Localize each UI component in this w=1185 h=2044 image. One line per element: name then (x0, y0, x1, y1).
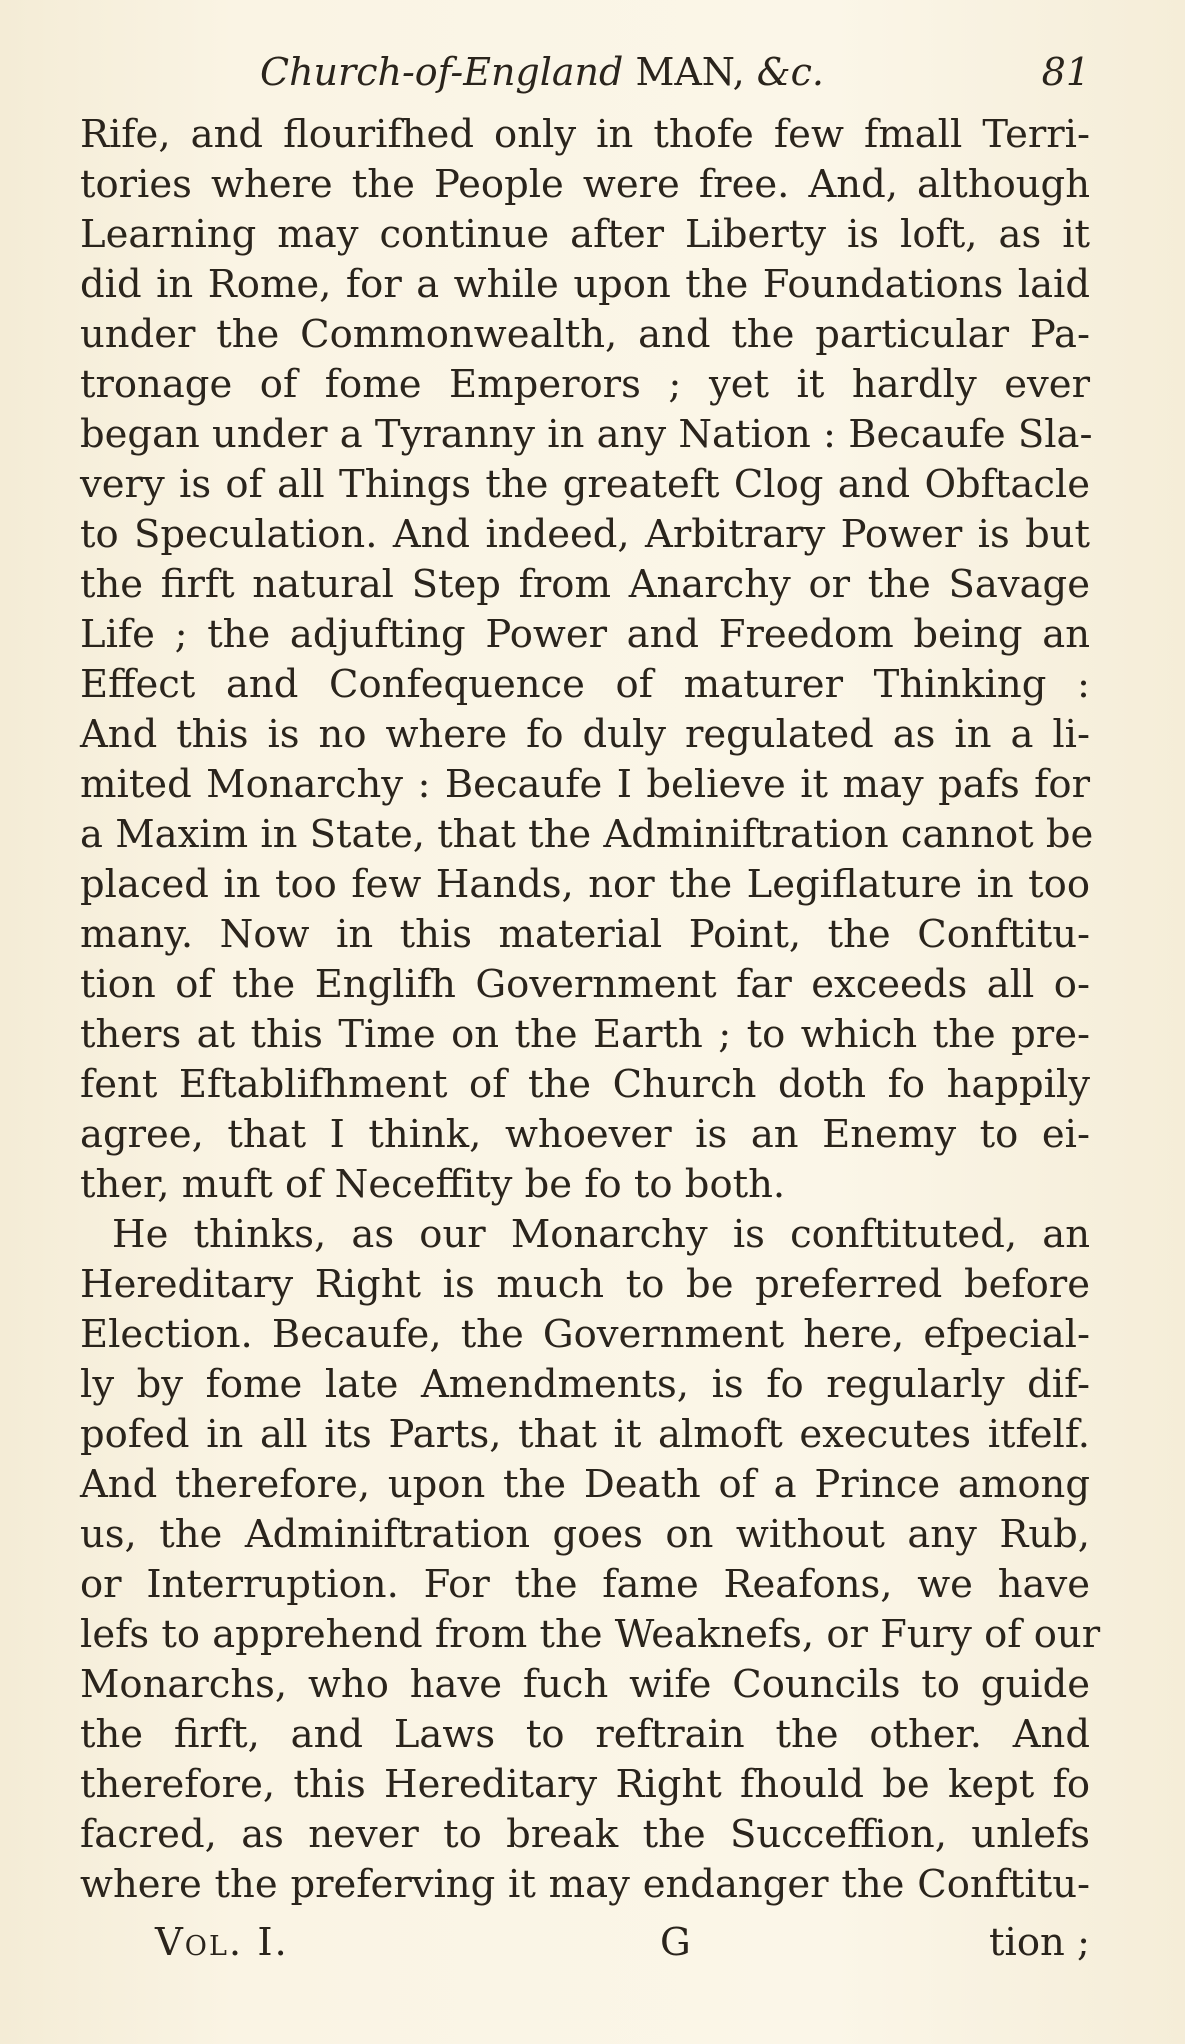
running-head-italic: Church-of-England (260, 50, 624, 94)
page-number: 81 (1041, 50, 1090, 94)
text-line: tronage of fome Emperors ; yet it hardly ever (80, 362, 1090, 407)
text-line: Learning may continue after Liberty is loft, as it (80, 212, 1090, 257)
running-head-roman: MAN, (635, 50, 745, 94)
text-line: to Speculation. And indeed, Arbitrary Power is but (80, 512, 1090, 557)
paragraph-start-line: He thinks, as our Monarchy is conftituted, an (112, 1212, 1090, 1257)
text-line: fent Eftablifhment of the Church doth fo happily (80, 1062, 1090, 1107)
text-line: under the Commonwealth, and the particular Pa- (80, 312, 1090, 357)
running-head (260, 50, 824, 94)
page-header (80, 50, 1090, 100)
text-line: a Maxim in State, that the Adminiftration cannot be (80, 812, 1094, 857)
text-line: thers at this Time on the Earth ; to which the pre- (80, 1012, 1090, 1057)
text-line: Effect and Confequence of maturer Thinking : (80, 662, 1090, 707)
text-line: And therefore, upon the Death of a Prince among (80, 1462, 1090, 1507)
text-line: many. Now in this material Point, the Conftitu- (80, 912, 1090, 957)
catchword: tion ; (989, 1920, 1090, 1965)
paragraph-end-line: ther, muft of Neceffity be fo to both. (80, 1162, 786, 1207)
text-line: And this is no where fo duly regulated as in a li- (80, 712, 1090, 757)
text-line: us, the Adminiftration goes on without any Rub, (80, 1512, 1090, 1557)
body-text (80, 110, 1101, 1910)
text-line: Life ; the adjufting Power and Freedom being an (80, 612, 1090, 657)
text-line: therefore, this Hereditary Right fhould be kept fo (80, 1762, 1090, 1807)
text-line: very is of all Things the greateft Clog and Obftacle (80, 462, 1090, 507)
running-head-etc: &c. (756, 50, 824, 94)
text-line: agree, that I think, whoever is an Enemy to ei- (80, 1112, 1090, 1157)
text-line: tories where the People were free. And, although (80, 162, 1090, 207)
page-footer (80, 1918, 1090, 1968)
text-line: or Interruption. For the fame Reafons, we have (80, 1562, 1090, 1607)
text-line: mited Monarchy : Becaufe I believe it may pafs for (80, 762, 1090, 807)
signature-mark: G (660, 1920, 691, 1965)
volume-marker: Vol. I. (155, 1920, 289, 1965)
text-line: Election. Becaufe, the Government here, efpecial- (80, 1312, 1090, 1357)
text-line: pofed in all its Parts, that it almoft executes itfelf. (80, 1412, 1090, 1457)
text-line: ly by fome late Amendments, is fo regularly dif- (80, 1362, 1090, 1407)
text-line: placed in too few Hands, nor the Legiflature in too (80, 862, 1090, 907)
text-line: did in Rome, for a while upon the Foundations laid (80, 262, 1090, 307)
text-line: tion of the Englifh Government far exceeds all o- (80, 962, 1090, 1007)
text-line: Monarchs, who have fuch wife Councils to guide (80, 1662, 1090, 1707)
text-line: facred, as never to break the Succeffion, unlefs (80, 1812, 1090, 1857)
text-line: the firft natural Step from Anarchy or the Savage (80, 562, 1090, 607)
text-line: lefs to apprehend from the Weaknefs, or Fury of our (80, 1612, 1101, 1657)
text-line: Hereditary Right is much to be preferred before (80, 1262, 1090, 1307)
text-line: began under a Tyranny in any Nation : Becaufe Sla- (80, 412, 1093, 457)
text-line: where the preferving it may endanger the Conftitu- (80, 1862, 1090, 1907)
text-line: the firft, and Laws to reftrain the other. And (80, 1712, 1090, 1757)
text-line: Rife, and flourifhed only in thofe few fmall Terri- (80, 112, 1090, 157)
